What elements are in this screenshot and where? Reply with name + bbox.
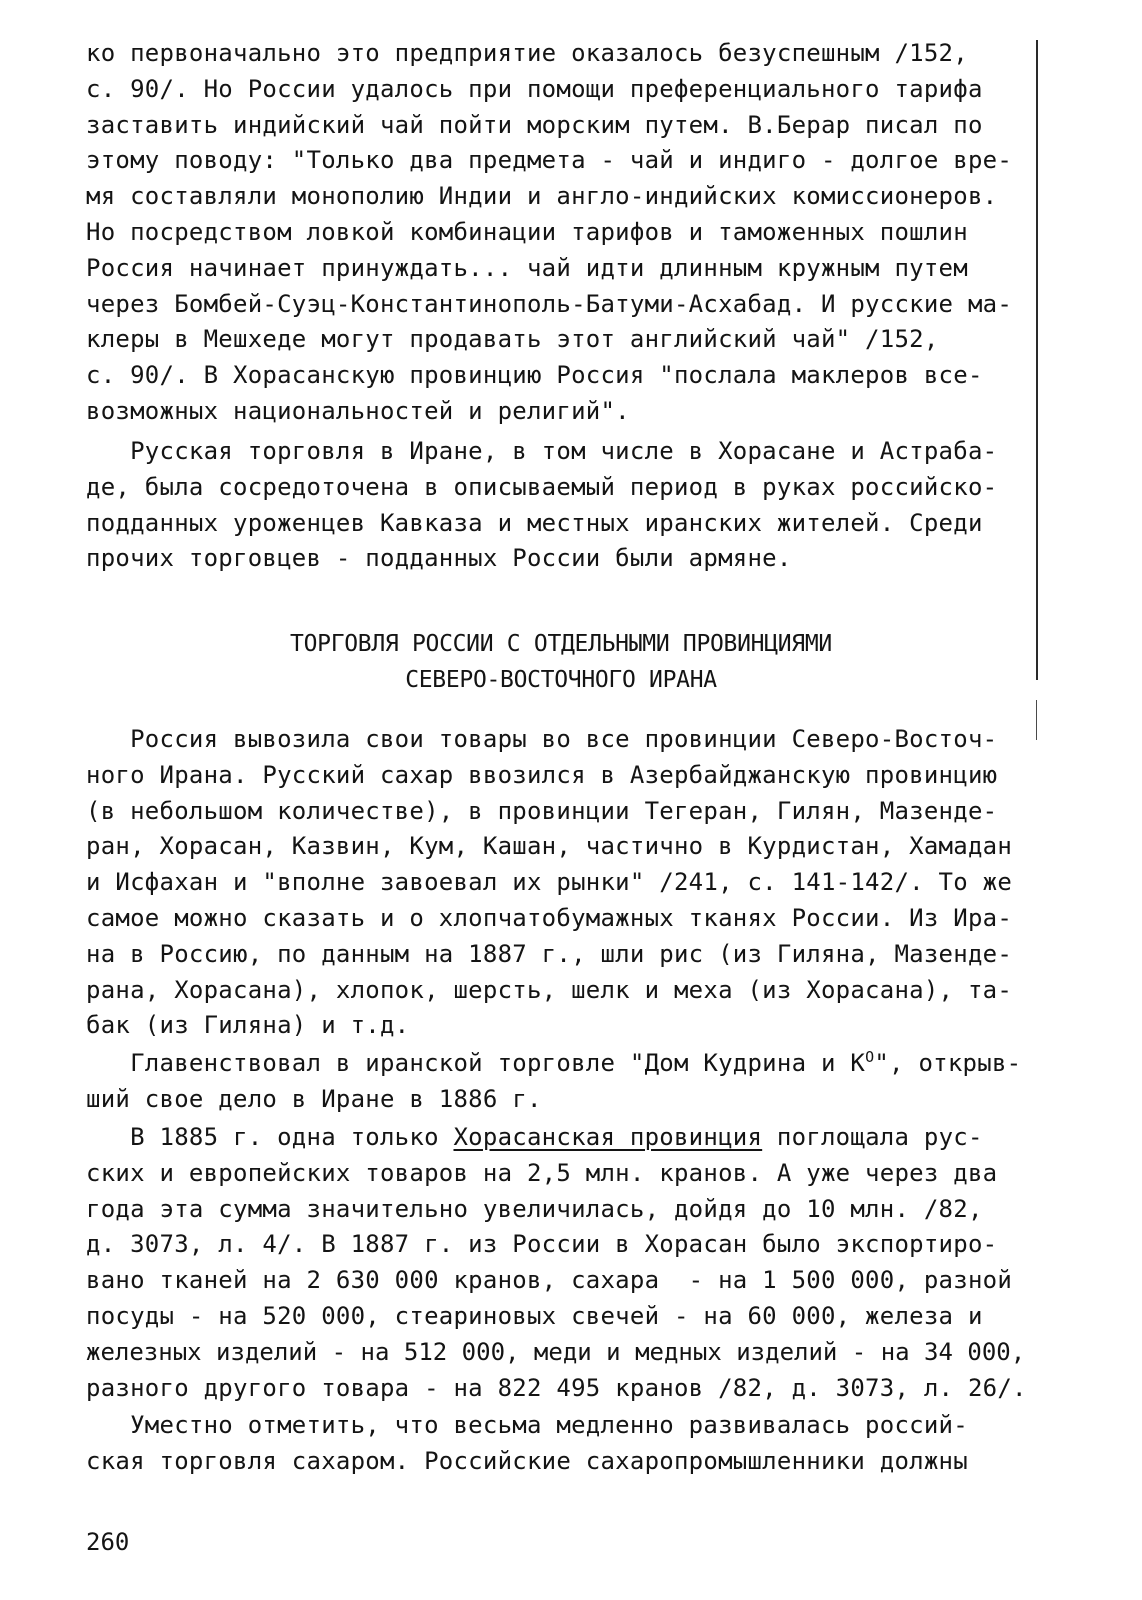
page-number: 260: [86, 1528, 130, 1556]
text-line: Но посредством ловкой комбинации тарифов и таможенных пошлин: [86, 217, 968, 246]
text-line: подданных уроженцев Кавказа и местных иранских жителей. Среди: [86, 508, 983, 537]
paragraph-1: [86, 36, 1036, 430]
heading-line-2: СЕВЕРО-ВОСТОЧНОГО ИРАНА: [405, 667, 717, 693]
text-line: [86, 1120, 1036, 1156]
text-line: ший свое дело в Иране в 1886 г.: [86, 1084, 542, 1113]
text-line: заставить индийский чай пойти морским путем. В.Берар писал по: [86, 110, 983, 139]
paragraph-4: [86, 1046, 1036, 1118]
margin-line-short: [1036, 700, 1037, 740]
text-segment: поглощала рус-: [762, 1123, 983, 1151]
text-line: этому поводу: "Только два предмета - чай и индиго - долгое вре-: [86, 146, 1013, 175]
text-line: бак (из Гиляна) и т.д.: [86, 1011, 410, 1040]
text-line: прочих торговцев - подданных России были армяне.: [86, 544, 792, 573]
text-line: ного Ирана. Русский сахар ввозился в Азербайджанскую провинцию: [86, 760, 998, 789]
paragraph-5: [86, 1120, 1036, 1406]
text-line: Россия вывозила свои товары во все провинции Северо-Восточ-: [86, 725, 998, 753]
text-line: года эта сумма значительно увеличилась, дойдя до 10 млн. /82,: [86, 1194, 983, 1223]
text-line: клеры в Мешхеде могут продавать этот английский чай" /152,: [86, 325, 939, 354]
text-line: железных изделий - на 512 000, меди и медных изделий - на 34 000,: [86, 1337, 1026, 1366]
text-segment: Главенствовал в иранской торговле "Дом Кудрина и К: [86, 1049, 866, 1077]
text-line: ран, Хорасан, Казвин, Кум, Кашан, частично в Курдистан, Хамадан: [86, 832, 1013, 861]
text-line: д. 3073, л. 4/. В 1887 г. из России в Хорасан было экспортиро-: [86, 1230, 998, 1259]
section-heading: [86, 626, 1036, 698]
margin-line: [1036, 40, 1038, 680]
text-line: де, была сосредоточена в описываемый период в руках российско-: [86, 472, 998, 501]
text-line: Россия начинает принуждать... чай идти длинным кружным путем: [86, 253, 968, 282]
text-line: разного другого товара - на 822 495 кранов /82, д. 3073, л. 26/.: [86, 1373, 1027, 1402]
text-line: ских и европейских товаров на 2,5 млн. кранов. А уже через два: [86, 1158, 998, 1187]
paragraph-6: [86, 1408, 1036, 1480]
text-line: Уместно отметить, что весьма медленно развивалась россий-: [86, 1411, 968, 1439]
text-line: и Исфахан и "вполне завоевал их рынки" /241, с. 141-142/. То же: [86, 868, 1013, 897]
text-segment: ", открыв-: [874, 1049, 1022, 1077]
text-line: ко первоначально это предприятие оказалось безуспешным /152,: [86, 39, 968, 67]
text-line: через Бомбей-Суэц-Константинополь-Батуми-Асхабад. И русские ма-: [86, 289, 1013, 318]
text-line: самое можно сказать и о хлопчатобумажных тканях России. Из Ира-: [86, 903, 1013, 932]
underlined-text: Хорасанская провинция: [453, 1123, 763, 1151]
text-line: вано тканей на 2 630 000 кранов, сахара - на 1 500 000, разной: [86, 1266, 1013, 1295]
text-line: возможных национальностей и религий".: [86, 396, 630, 425]
text-line: посуды - на 520 000, стеариновых свечей - на 60 000, железа и: [86, 1301, 983, 1330]
text-line: ская торговля сахаром. Российские сахаропромышленники должны: [86, 1446, 968, 1475]
text-line: мя составляли монополию Индии и англо-индийских комиссионеров.: [86, 182, 998, 211]
heading-line-1: ТОРГОВЛЯ РОССИИ С ОТДЕЛЬНЫМИ ПРОВИНЦИЯМИ: [290, 631, 832, 657]
text-line: на в Россию, по данным на 1887 г., шли рис (из Гиляна, Мазенде-: [86, 939, 1013, 968]
text-segment: В 1885 г. одна только: [86, 1123, 454, 1151]
text-line: с. 90/. Но России удалось при помощи преференциального тарифа: [86, 74, 983, 103]
superscript: О: [865, 1048, 875, 1066]
text-line: рана, Хорасана), хлопок, шерсть, шелк и меха (из Хорасана), та-: [86, 975, 1013, 1004]
text-line: [86, 1046, 1036, 1082]
paragraph-2: [86, 434, 1036, 577]
text-line: Русская торговля в Иране, в том числе в Хорасане и Астраба-: [86, 437, 998, 465]
paragraph-3: [86, 722, 1036, 1044]
text-line: (в небольшом количестве), в провинции Тегеран, Гилян, Мазенде-: [86, 796, 998, 825]
text-line: с. 90/. В Хорасанскую провинцию Россия "послала маклеров все-: [86, 361, 983, 390]
